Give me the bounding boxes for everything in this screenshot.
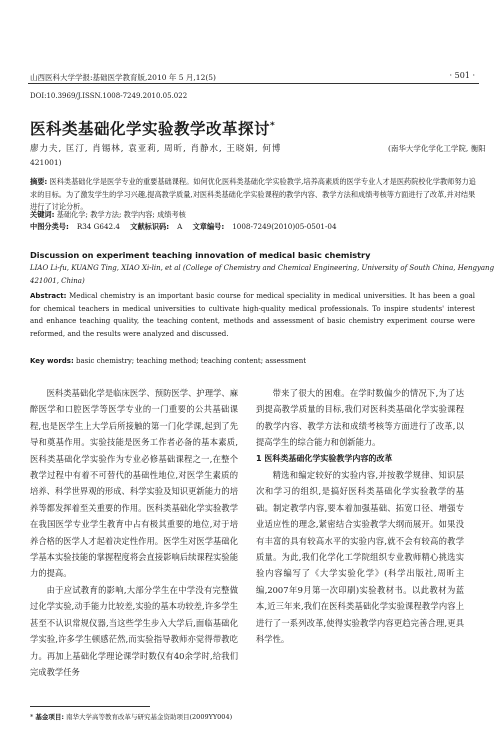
footnote-rule [30, 706, 150, 707]
english-authors: LIAO Li-fu, KUANG Ting, XIAO Xi-lin, et al (College of Chemistry and Chemical Engineering, University of South China, Hengyang [30, 264, 495, 272]
affiliation: (南华大学化学化工学院, 衡阳 [388, 144, 486, 153]
english-title: Discussion on experiment teaching innovation of medical basic chemistry [30, 250, 371, 260]
keywords-zh-text: 基础化学; 教学方法; 教学内容; 成绩考核 [56, 210, 186, 219]
article-number-value: 1008-7249(2010)05-0501-04 [232, 222, 337, 231]
running-header-journal: 山西医科大学学报:基础医学教育版,2010 年 5 月,12(5) [30, 73, 216, 82]
footnote-mark: * [30, 713, 34, 721]
body-paragraph: 由于应试教育的影响,大部分学生在中学没有完整做过化学实验,动手能力比较差,实验的基本功较差,许多学生甚至不认识常规仪器,当这些学生步入大学后,面临基础化学实验,许多学生顿感茫然,而实验指导教师亦觉得带教吃力。再加上基础化学理论课学时数仅有40余学时,给我们完成教学任务 [30, 584, 238, 677]
abstract-zh-label: 摘要: [30, 177, 48, 186]
page-number: · 501 · [449, 71, 475, 80]
body-column-left [30, 385, 238, 680]
clc-label: 中图分类号: [30, 222, 69, 231]
body-paragraph: 精选和编定较好的实验内容,并按教学规律、知识层次和学习的组织,是搞好医科类基础化学实验教学的基础。制定教学内容,要本着加强基础、拓宽口径、增强专业适应性的理念,紧密结合实验教学大纲而展开。如果没有丰富的具有较高水平的实验内容,就不会有较高的教学质量。为此,我们化学化工学院组织专业教师精心挑选实验内容编写了《大学实验化学》(科学出版社,周昕主编,2007年9月第一次印刷)实验教材书。以此教材为蓝本,近三年来,我们在医科类基础化学实验课程教学内容上进行了一系列改革,使得实验教学内容更趋完善合理,更具科学性。 [256, 470, 464, 645]
body-paragraph: 医科类基础化学是临床医学、预防医学、护理学、麻醉医学和口腔医学等医学专业的一门重要的公共基础课程,也是医学生上大学后所接触的第一门化学课,起到了先导和奠基作用。实验技能是医务工作者必备的基本素质,医科类基础化学实验作为专业必修基础课程之一,在整个教学过程中有着不可替代的基础性地位,对医学生素质的培养、科学世界观的形成、科学实验及知识更新能力的培养等都发挥着至关重要的作用。医科类基础化学实验教学在我国医学专业学生教育中占有极其重要的地位,对于培养合格的医学人才起着决定性作用。医学生对医学基础化学基本实验技能的掌握程度将会直接影响后续课程实验能力的提高。 [30, 388, 238, 579]
body-column-right [256, 385, 464, 648]
title-footnote-mark: * [270, 120, 276, 131]
english-keywords [30, 357, 306, 365]
english-postcode: 421001, China) [30, 277, 85, 285]
article-title [30, 117, 275, 139]
english-abstract-text: Medical chemistry is an important basic course for medical speciality in medical universities. It has been a goal for chemical teachers in medical universities to cultivate high-quality medical professionals. To inspire students' interest and enhance teaching quality, the teaching content, methods and assessment of basic chemistry experiment course were reformed, and the results were analyzed and discussed. [30, 292, 475, 338]
doc-code-value: A [177, 222, 183, 231]
body-paragraph: 带来了很大的困难。在学时数偏少的情况下,为了达到提高教学质量的目标,我们对医科类基础化学实验课程的教学内容、教学方法和成绩考核等方面进行了改革,以提高学生的综合能力和创新能力。 [256, 388, 464, 448]
classification-row [30, 222, 345, 232]
footnote-text: 南华大学高等教育改革与研究基金资助项目(2009YY004) [66, 713, 233, 721]
english-abstract [30, 290, 475, 340]
author-list: 廖力夫, 匡汀, 肖锡林, 袁亚莉, 周昕, 肖静水, 王晓娟, 何博 [30, 144, 282, 154]
footnote [30, 712, 232, 721]
abstract-zh [30, 176, 480, 214]
title-text: 医科类基础化学实验教学改革探讨 [30, 120, 271, 138]
header-rule [28, 83, 479, 84]
doc-code-label: 文献标识码: [130, 222, 170, 231]
doi: DOI:10.3969/J.ISSN.1008-7249.2010.05.022 [30, 92, 188, 100]
keywords-zh-label: 关键词: [30, 210, 55, 219]
article-number-label: 文章编号: [192, 222, 225, 231]
footnote-label: 基金项目: [35, 713, 64, 721]
keywords-zh [30, 209, 480, 222]
abstract-zh-text: 医科类基础化学是医学专业的重要基础课程。如何优化医科类基础化学实验教学,培养高素质的医学专业人才是医药院校化学教师努力追求的目标。为了激发学生的学习兴趣,提高教学质量,对医科类基础化学实验课程的教学内容、教学方法和成绩考核等方面进行了改革,并对结果进行了讨论分析。 [30, 177, 476, 211]
english-keywords-label: Key words: [30, 357, 74, 365]
english-abstract-label: Abstract: [30, 292, 67, 300]
english-keywords-text: basic chemistry; teaching method; teaching content; assessment [76, 357, 307, 365]
section-heading: 1 医科类基础化学实验教学内容的改革 [256, 453, 393, 463]
affiliation-postcode: 421001) [30, 158, 62, 167]
clc-value: R34 G642.4 [76, 222, 120, 231]
